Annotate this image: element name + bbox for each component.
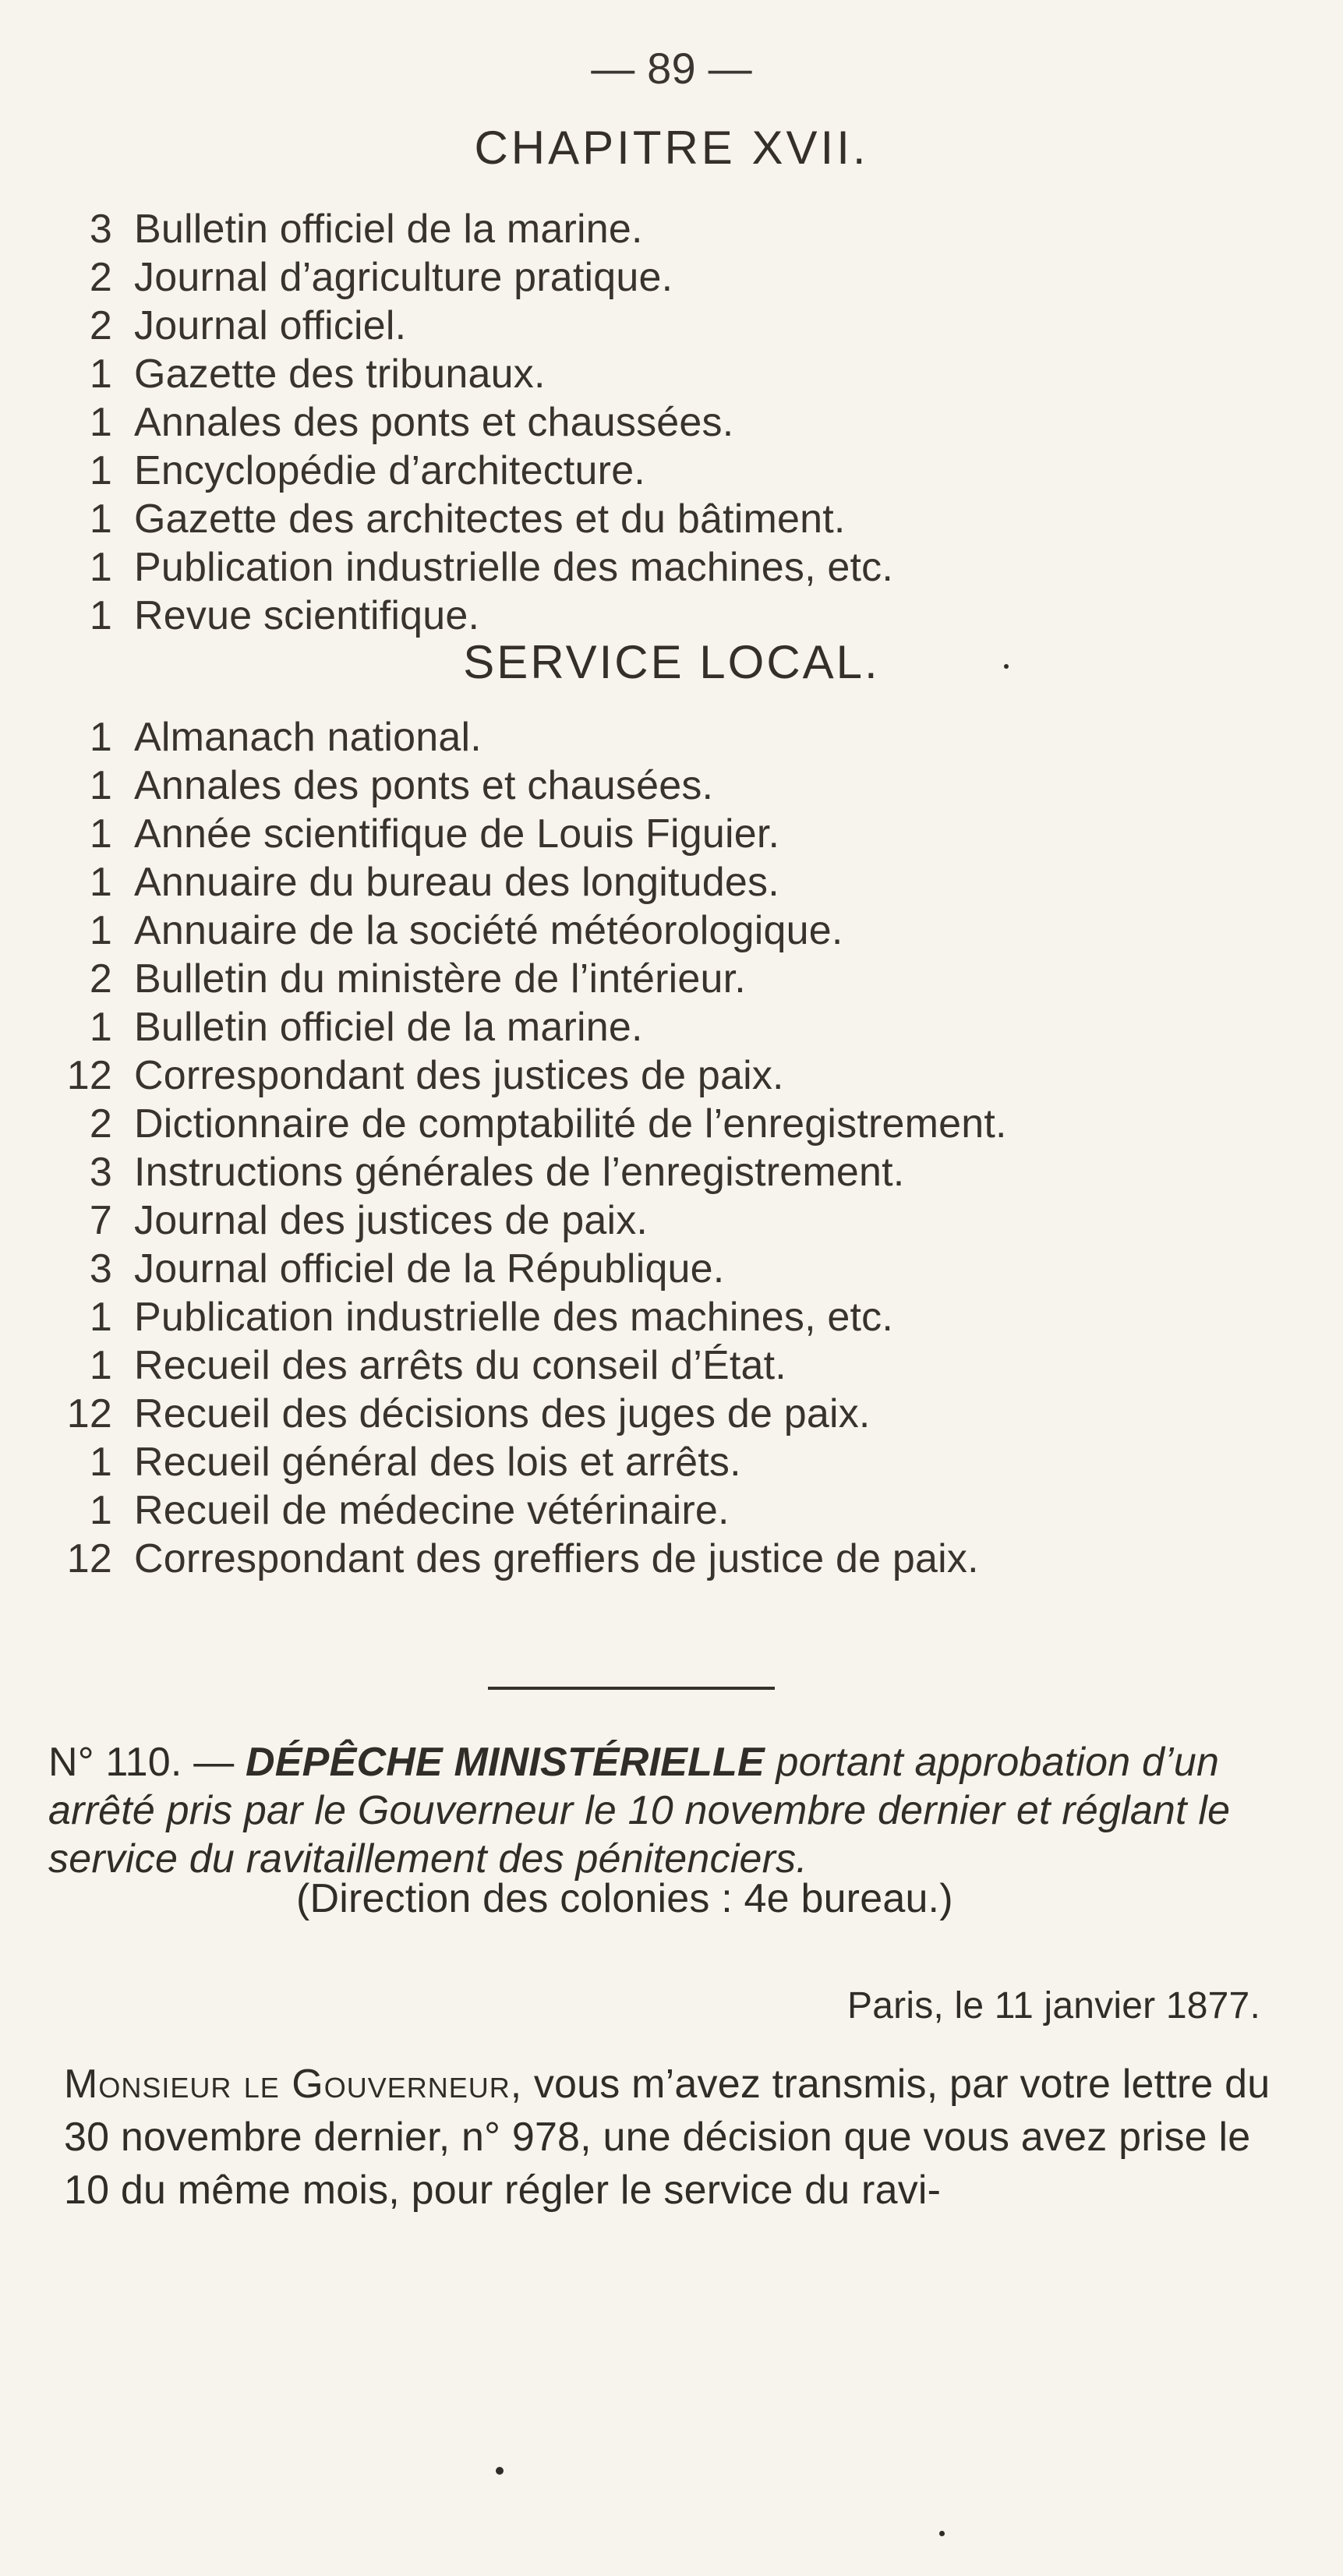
item-quantity: 1 [89, 860, 112, 905]
item-quantity: 2 [89, 956, 112, 1002]
item-quantity: 1 [89, 400, 112, 445]
item-title: Annuaire du bureau des longitudes. [134, 860, 779, 905]
service-list-item [0, 717, 1343, 764]
direction-line: (Direction des colonies : 4e bureau.) [296, 1876, 953, 1921]
service-list-item [0, 1246, 1343, 1295]
service-list-item [0, 1442, 1343, 1489]
service-list-item [0, 862, 1343, 909]
item-title: Publication industrielle des machines, etc. [134, 545, 894, 590]
service-list-item [0, 1536, 1343, 1585]
item-title: Recueil des décisions des juges de paix. [134, 1391, 871, 1436]
service-list-item [0, 1297, 1343, 1344]
service-list-item [0, 1007, 1343, 1054]
service-list-item [0, 1391, 1343, 1440]
item-title: Journal officiel de la République. [134, 1246, 725, 1292]
chapter-list-item [0, 595, 1343, 642]
item-quantity: 1 [89, 545, 112, 590]
chapter-list-item [0, 303, 1343, 352]
service-list-item [0, 1152, 1343, 1199]
service-list-item [0, 1200, 1343, 1247]
item-title: Bulletin du ministère de l’intérieur. [134, 956, 746, 1002]
item-title: Recueil de médecine vétérinaire. [134, 1488, 730, 1533]
ink-speck [1004, 664, 1009, 669]
item-title: Journal d’agriculture pratique. [134, 255, 673, 300]
item-quantity: 1 [89, 352, 112, 397]
document-type: DÉPÊCHE MINISTÉRIELLE [246, 1740, 765, 1785]
item-title: Encyclopédie d’architecture. [134, 448, 645, 493]
document-heading [48, 1738, 1295, 1883]
item-quantity: 12 [66, 1391, 112, 1436]
item-quantity: 1 [89, 1488, 112, 1533]
letter-body [64, 2058, 1299, 2217]
item-quantity: 1 [89, 715, 112, 760]
item-quantity: 1 [89, 763, 112, 808]
item-quantity: 1 [89, 448, 112, 493]
chapter-list-item [0, 209, 1343, 256]
item-title: Journal des justices de paix. [134, 1198, 649, 1243]
item-title: Publication industrielle des machines, etc. [134, 1295, 894, 1340]
item-quantity: 12 [66, 1053, 112, 1098]
item-quantity: 1 [89, 1343, 112, 1388]
ink-speck [939, 2531, 945, 2536]
dateline: Paris, le 11 janvier 1877. [847, 1985, 1260, 2027]
service-list-item [0, 811, 1343, 860]
letter-text: vous m’avez transmis, par votre lettre du 30 novembre dernier, n° 978, une décision que vous avez prise le 10 du même mois, pour régler le service du ravi- [64, 2062, 1271, 2213]
chapter-title: CHAPITRE XVII. [474, 122, 869, 174]
document-subject: portant approbation d’un arrêté pris par le Gouverneur le 10 novembre dernier et réglant le service du ravitaillement des pénitenciers. [48, 1740, 1231, 1882]
service-list-item [0, 1490, 1343, 1537]
ink-speck [496, 2467, 504, 2475]
chapter-list-item [0, 257, 1343, 304]
item-quantity: 3 [89, 207, 112, 252]
item-title: Almanach national. [134, 715, 482, 760]
item-quantity: 12 [66, 1536, 112, 1581]
service-list-item [0, 956, 1343, 1005]
item-title: Recueil des arrêts du conseil d’État. [134, 1343, 786, 1388]
item-title: Recueil général des lois et arrêts. [134, 1440, 741, 1485]
salutation: Monsieur le Gouverneur, [64, 2062, 523, 2107]
item-quantity: 7 [89, 1198, 112, 1243]
chapter-list-item [0, 354, 1343, 401]
item-title: Annales des ponts et chaussées. [134, 400, 734, 445]
section-title: SERVICE LOCAL. [463, 636, 880, 688]
chapter-list-item [0, 402, 1343, 449]
item-quantity: 1 [89, 1295, 112, 1340]
item-quantity: 1 [89, 908, 112, 953]
section-divider [488, 1687, 775, 1690]
item-quantity: 1 [89, 811, 112, 857]
item-quantity: 1 [89, 1005, 112, 1050]
item-title: Correspondant des justices de paix. [134, 1053, 784, 1098]
item-title: Journal officiel. [134, 303, 407, 348]
item-quantity: 1 [89, 496, 112, 542]
service-list-item [0, 765, 1343, 812]
item-title: Correspondant des greffiers de justice de paix. [134, 1536, 979, 1581]
item-title: Gazette des tribunaux. [134, 352, 546, 397]
chapter-list-item [0, 448, 1343, 497]
item-title: Année scientifique de Louis Figuier. [134, 811, 780, 857]
chapter-list-item [0, 496, 1343, 546]
page-number: — 89 — [591, 44, 752, 93]
document-number: N° 110. — [48, 1740, 235, 1785]
item-quantity: 3 [89, 1150, 112, 1195]
item-title: Annales des ponts et chausées. [134, 763, 714, 808]
item-title: Instructions générales de l’enregistrement. [134, 1150, 905, 1195]
item-title: Dictionnaire de comptabilité de l’enregistrement. [134, 1101, 1007, 1147]
item-title: Annuaire de la société météorologique. [134, 908, 843, 953]
service-list-item [0, 1101, 1343, 1150]
chapter-list-item [0, 547, 1343, 594]
item-title: Gazette des architectes et du bâtiment. [134, 496, 846, 542]
service-list-item [0, 910, 1343, 957]
item-quantity: 1 [89, 593, 112, 638]
item-quantity: 2 [89, 255, 112, 300]
service-list-item [0, 1055, 1343, 1102]
item-quantity: 2 [89, 1101, 112, 1147]
item-quantity: 1 [89, 1440, 112, 1485]
item-title: Bulletin officiel de la marine. [134, 207, 643, 252]
item-title: Bulletin officiel de la marine. [134, 1005, 643, 1050]
item-quantity: 2 [89, 303, 112, 348]
item-quantity: 3 [89, 1246, 112, 1292]
item-title: Revue scientifique. [134, 593, 480, 638]
service-list-item [0, 1345, 1343, 1392]
